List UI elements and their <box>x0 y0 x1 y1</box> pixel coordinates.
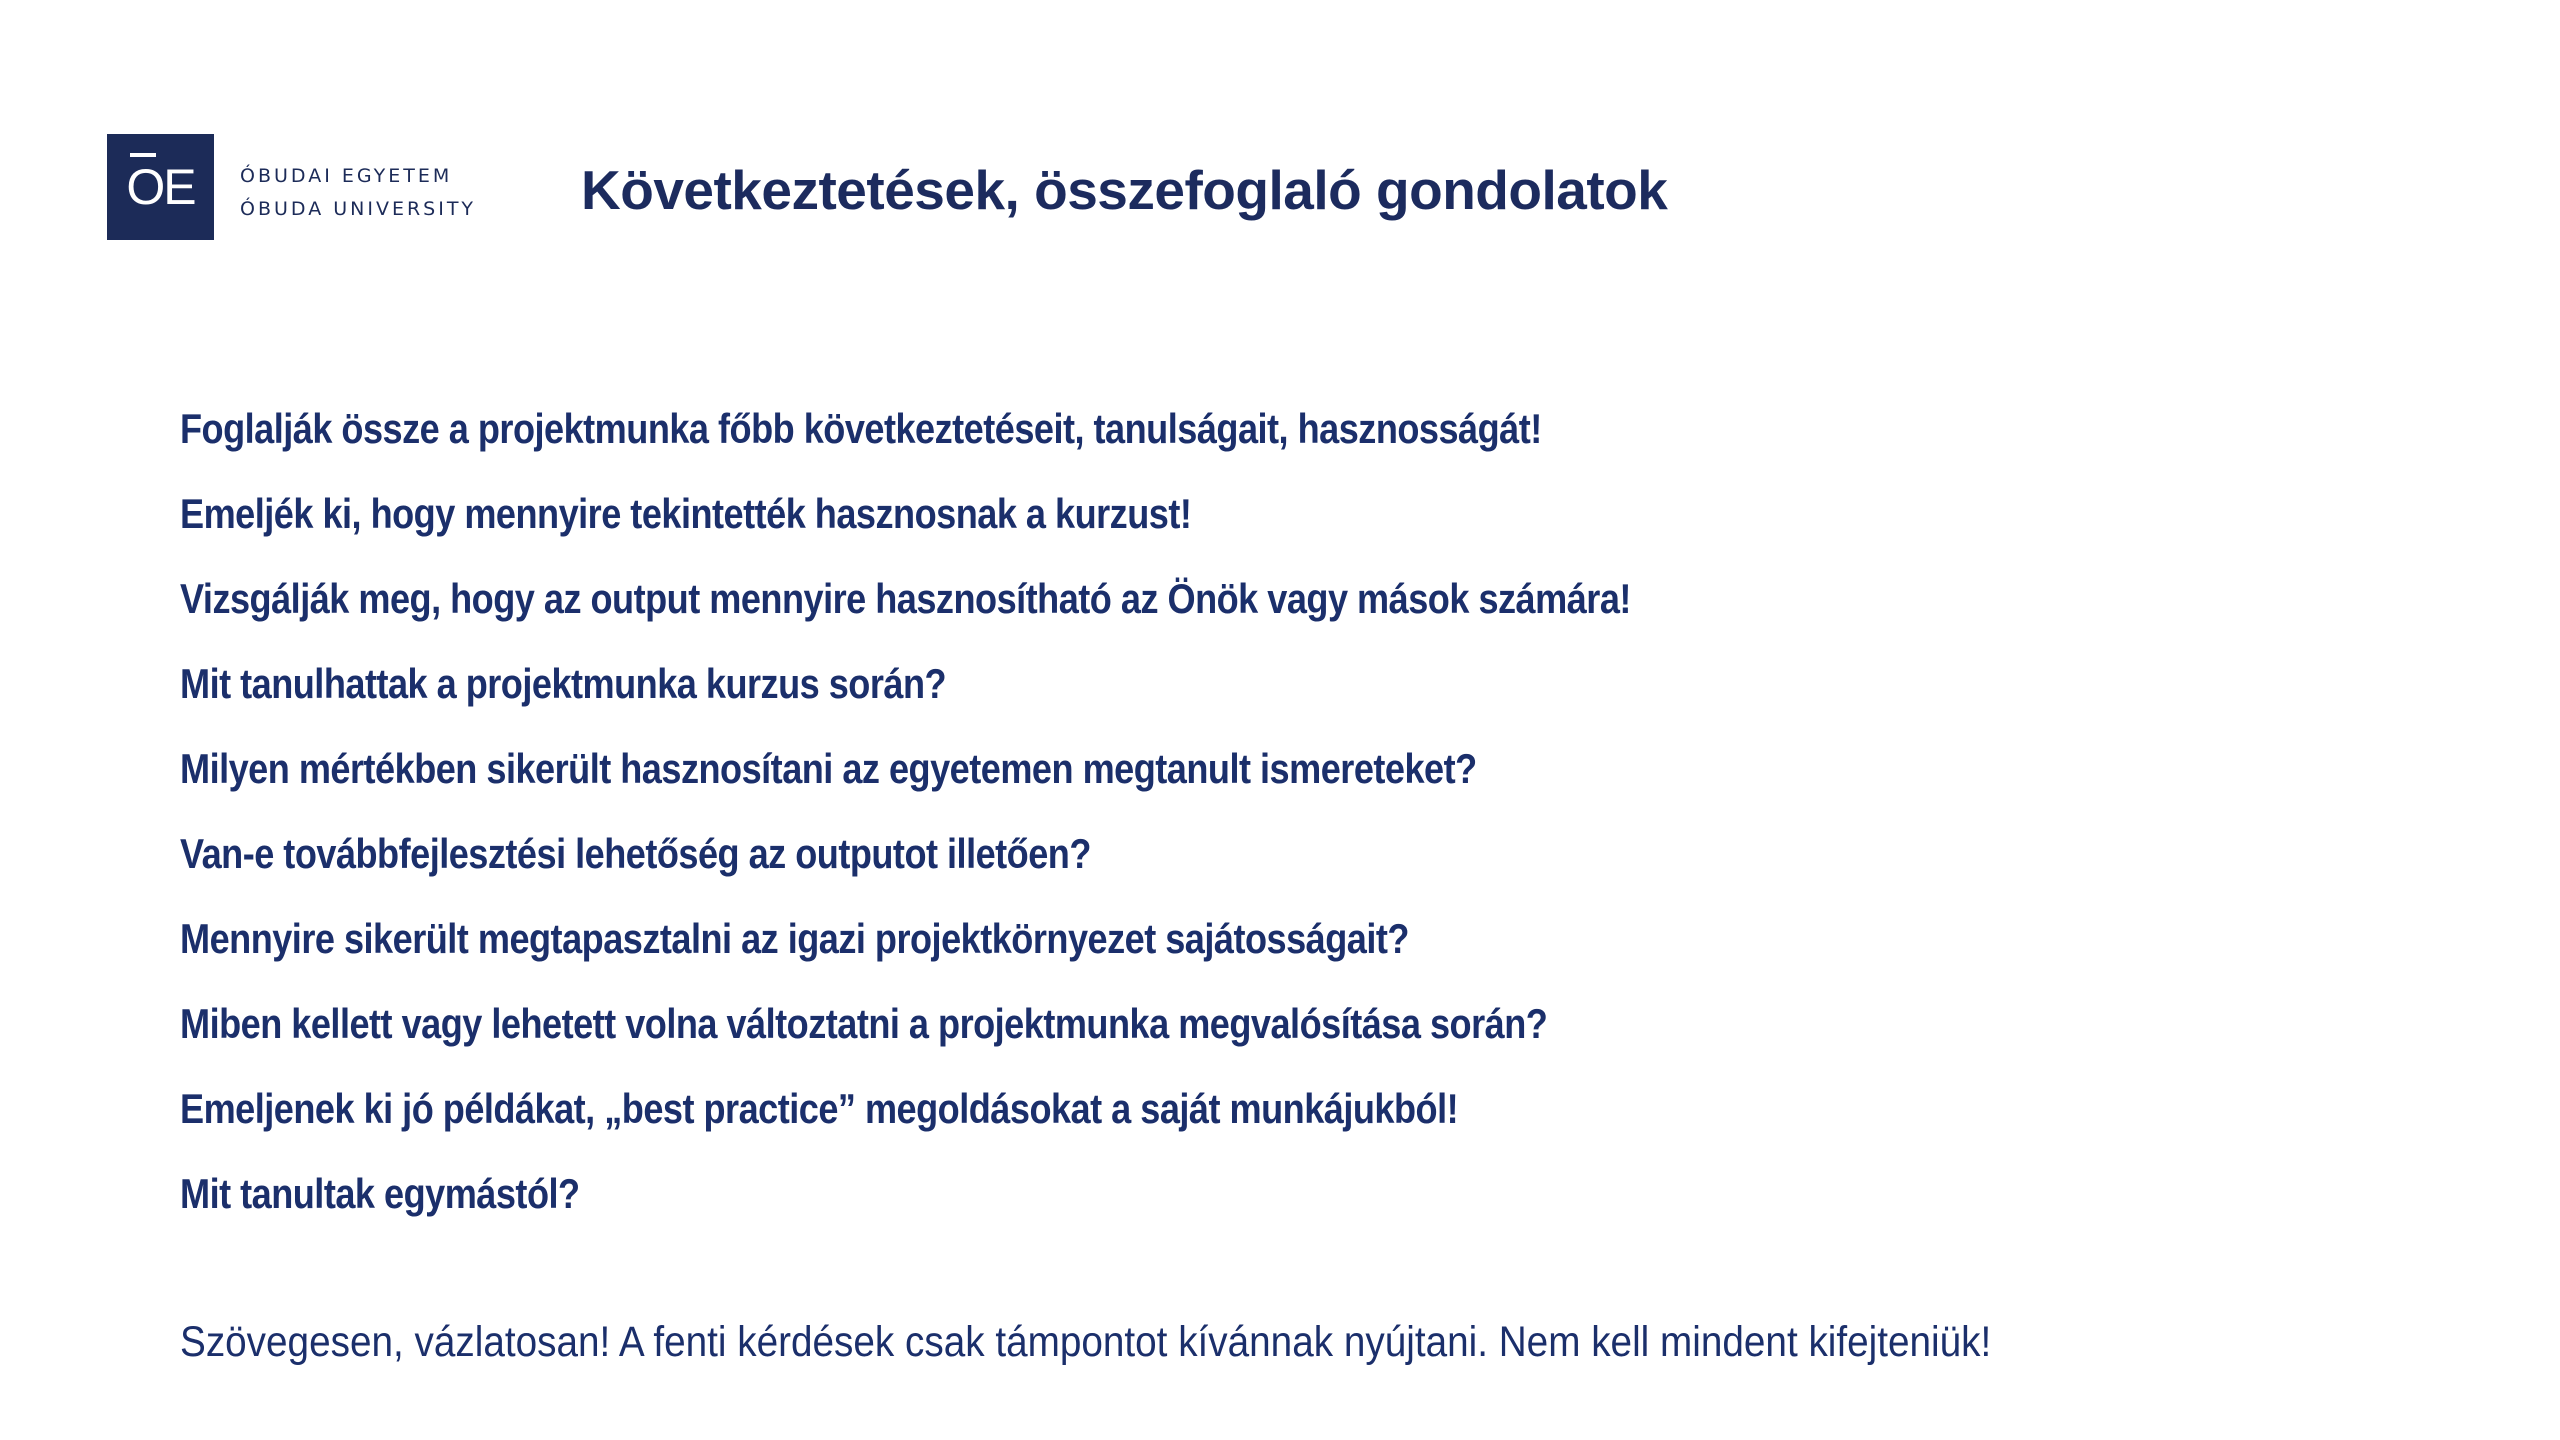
question-list <box>180 386 1867 1236</box>
question-item: Mit tanulhattak a projektmunka kurzus során? <box>180 660 947 707</box>
slide-title: Következtetések, összefoglaló gondolatok <box>581 159 1668 221</box>
university-name-en: ÓBUDA UNIVERSITY <box>240 198 477 220</box>
question-item: Vizsgálják meg, hogy az output mennyire hasznosítható az Önök vagy mások számára! <box>180 575 1631 622</box>
footer-note: Szövegesen, vázlatosan! A fenti kérdések csak támpontot kívánnak nyújtani. Nem kell mindent kifejteniük! <box>180 1318 1992 1366</box>
logo-mark <box>126 159 195 215</box>
question-item: Mit tanultak egymástól? <box>180 1170 580 1217</box>
university-logo <box>107 134 214 240</box>
question-item: Van-e továbbfejlesztési lehetőség az outputot illetően? <box>180 830 1091 877</box>
university-name <box>240 160 476 226</box>
logo-macron <box>130 153 156 157</box>
question-item: Milyen mértékben sikerült hasznosítani az egyetemen megtanult ismereteket? <box>180 745 1477 792</box>
question-item: Foglalják össze a projektmunka főbb következtetéseit, tanulságait, hasznosságát! <box>180 405 1542 452</box>
logo-mark-text: OE <box>126 159 195 215</box>
university-name-hu: ÓBUDAI EGYETEM <box>240 165 453 187</box>
question-item: Emeljék ki, hogy mennyire tekintették hasznosnak a kurzust! <box>180 490 1192 537</box>
question-item: Miben kellett vagy lehetett volna változtatni a projektmunka megvalósítása során? <box>180 1000 1548 1047</box>
question-item: Emeljenek ki jó példákat, „best practice” megoldásokat a saját munkájukból! <box>180 1085 1459 1132</box>
question-item: Mennyire sikerült megtapasztalni az igazi projektkörnyezet sajátosságait? <box>180 915 1409 962</box>
